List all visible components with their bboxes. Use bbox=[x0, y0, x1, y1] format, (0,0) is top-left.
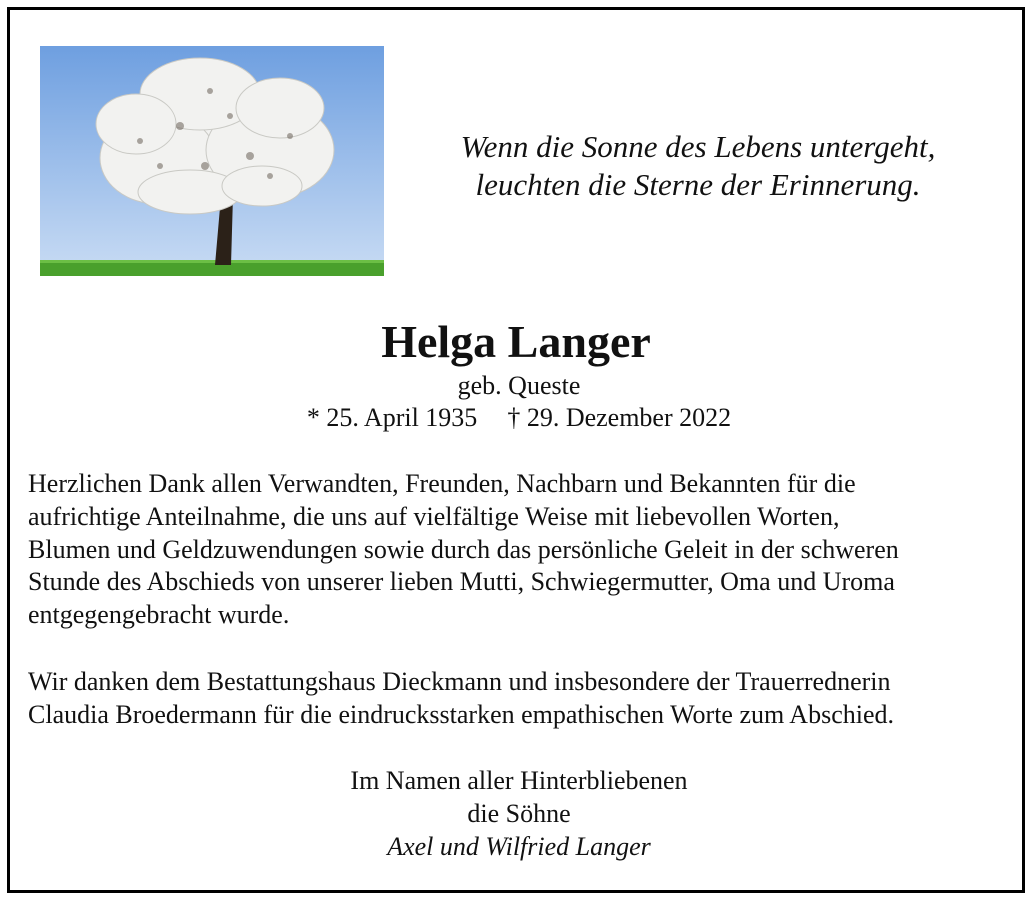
paragraph-line: aufrichtige Anteilnahme, die uns auf vielfältige Weise mit liebevollen Worten, bbox=[28, 501, 840, 531]
blossoming-tree-icon bbox=[40, 46, 384, 276]
deceased-name: Helga Langer bbox=[381, 316, 651, 367]
signatories: Axel und Wilfried Langer bbox=[387, 832, 651, 861]
motto-line-2: leuchten die Sterne der Erinnerung. bbox=[475, 167, 921, 202]
birth-name: geb. Queste bbox=[457, 371, 581, 400]
death-date: † 29. Dezember 2022 bbox=[507, 403, 732, 432]
birth-date: * 25. April 1935 bbox=[306, 403, 478, 432]
bottom-rule bbox=[7, 892, 1025, 893]
paragraph-line: Stunde des Abschieds von unserer lieben Mutti, Schwiegermutter, Oma und Uroma bbox=[28, 567, 895, 597]
tree-photo bbox=[40, 46, 384, 276]
closing-block bbox=[0, 764, 1032, 863]
motto-line-1: Wenn die Sonne des Lebens untergeht, bbox=[460, 129, 936, 164]
paragraph-line: Blumen und Geldzuwendungen sowie durch das persönliche Geleit in der schweren bbox=[28, 534, 899, 564]
thanks-paragraph bbox=[28, 468, 1018, 632]
funeral-thanks-paragraph bbox=[28, 666, 1018, 732]
life-dates bbox=[0, 402, 1032, 434]
closing-relation: die Söhne bbox=[467, 799, 571, 828]
memorial-motto bbox=[420, 128, 976, 204]
paragraph-line: Herzlichen Dank allen Verwandten, Freunden, Nachbarn und Bekannten für die bbox=[28, 469, 856, 498]
paragraph-line: Claudia Broedermann für die eindrucksstarken empathischen Worte zum Abschied. bbox=[28, 699, 894, 729]
closing-line: Im Namen aller Hinterbliebenen bbox=[350, 766, 688, 795]
paragraph-line: entgegengebracht wurde. bbox=[28, 600, 290, 630]
paragraph-line: Wir danken dem Bestattungshaus Dieckmann und insbesondere der Trauerrednerin bbox=[28, 667, 891, 696]
